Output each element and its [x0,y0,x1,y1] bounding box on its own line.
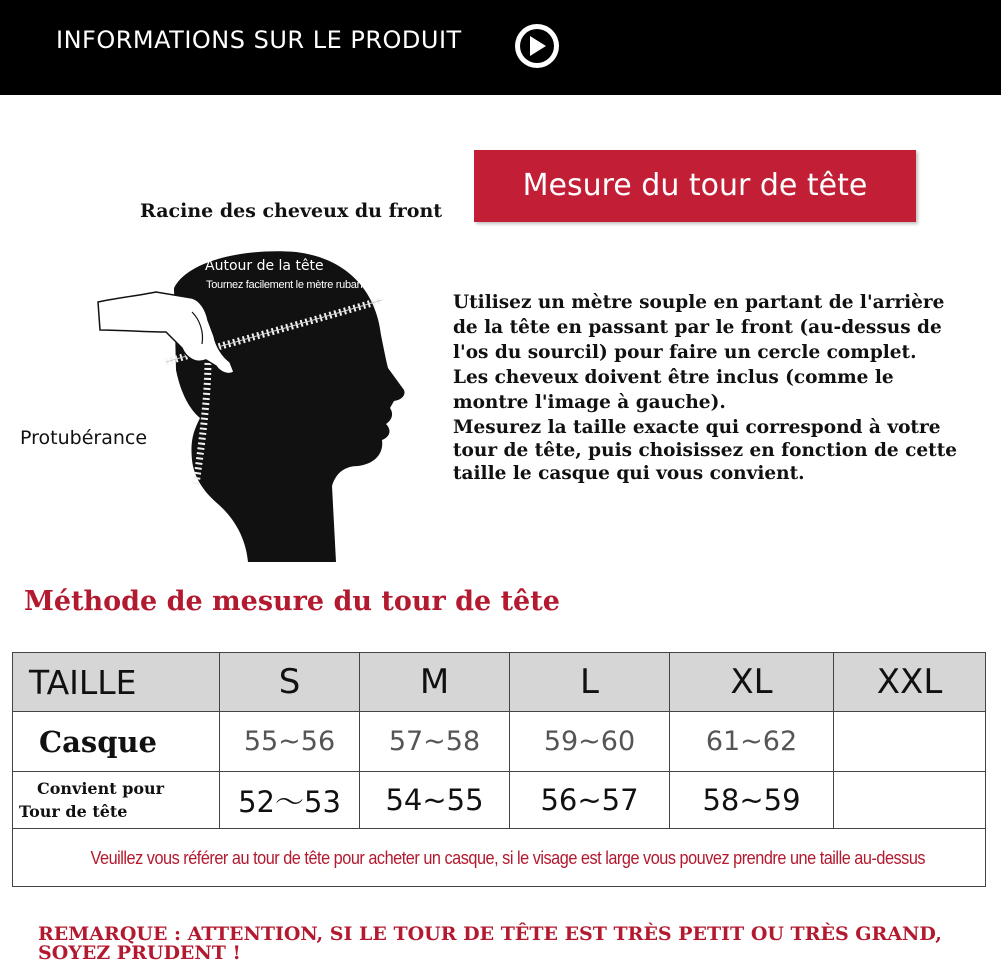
head-around-label: Autour de la tête [205,258,324,274]
head-tape-label: Tournez facilement le mètre ruban [206,279,363,291]
table-note: Veuillez vous référer au tour de tête pour acheter un casque, si le visage est large vous pouvez prendre une taille au-dessus [90,847,926,868]
helmet-value-l: 59~60 [510,712,670,771]
helmet-value-m: 57~58 [360,712,510,771]
fits-value-l: 56~57 [510,772,670,828]
table-row [13,771,985,828]
table-note-row [13,828,985,886]
size-m: M [360,653,510,711]
table-row [13,711,985,771]
fits-label-line-1: Convient pour [37,779,165,798]
play-circle-icon[interactable] [515,24,559,68]
table-header-label: TAILLE [13,653,220,711]
size-table [12,652,986,887]
instructions-paragraph-1: Utilisez un mètre souple en partant de l'arrière de la tête en passant par le front (au-dessus de l'os du sourcil) pour faire un cercle complet. Les cheveux doivent être inclus (comme le montre l'image à gauche). [453,292,945,413]
remark-warning [38,925,988,963]
helmet-value-xxl [834,712,985,771]
helmet-value-xl: 61~62 [670,712,834,771]
size-s: S [220,653,360,711]
fits-value-s: 52～53 [220,772,360,828]
method-title: Méthode de mesure du tour de tête [24,586,560,617]
fits-value-xl: 58~59 [670,772,834,828]
fits-value-m: 54~55 [360,772,510,828]
head-silhouette-shape [174,251,405,562]
fits-label-line-2: Tour de tête [19,802,128,821]
helmet-value-s: 55~56 [220,712,360,771]
helmet-label: Casque [13,712,220,771]
remark-line-2: SOYEZ PRUDENT ! [38,942,241,964]
remark-line-1: REMARQUE : ATTENTION, SI LE TOUR DE TÊTE EST TRÈS PETIT OU TRÈS GRAND, [38,923,942,945]
measure-banner [474,150,916,222]
protuberance-label: Protubérance [20,427,148,449]
size-xl: XL [670,653,834,711]
size-xxl: XXL [876,662,943,702]
fits-label [13,772,220,828]
hairline-label: Racine des cheveux du front [140,200,443,222]
instructions-text [453,290,998,485]
instructions-paragraph-2: Mesurez la taille exacte qui correspond à votre tour de tête, puis choisissez en fonction de cette taille le casque qui vous convient. [453,417,958,484]
header-bar [0,0,1001,95]
size-l: L [510,653,670,711]
table-header-row [13,653,985,711]
measure-banner-text: Mesure du tour de tête [522,168,868,203]
fits-value-xxl [834,772,985,828]
header-title: INFORMATIONS SUR LE PRODUIT [56,26,462,54]
